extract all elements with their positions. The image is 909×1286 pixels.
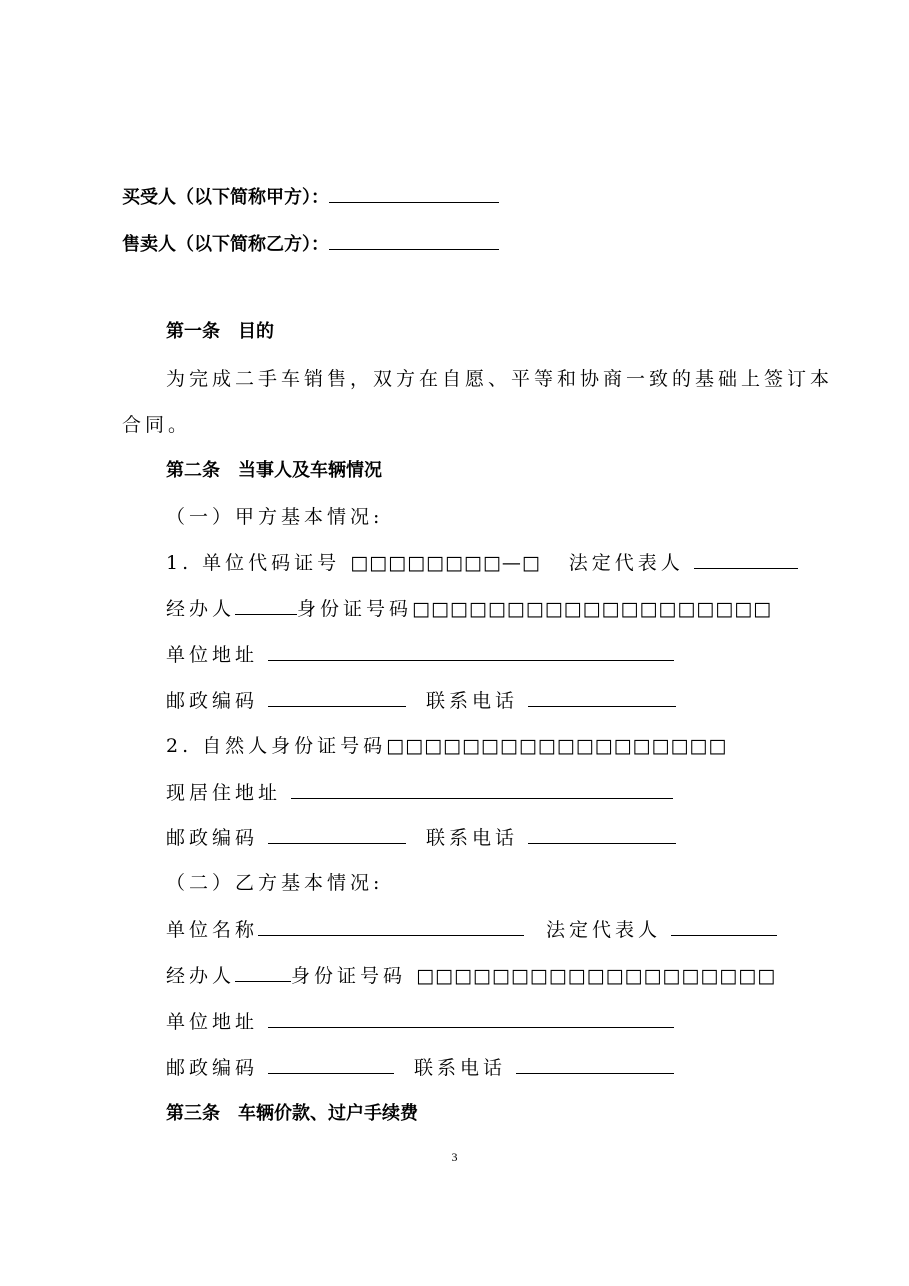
article3-title: 第三条 车辆价款、过户手续费 <box>166 1103 418 1124</box>
id-boxes[interactable]: □□□□□□□□□□□□□□□□□□□ <box>416 965 777 987</box>
postcode-blank[interactable] <box>268 1055 394 1074</box>
party-b-heading: （二）乙方基本情况: <box>166 872 384 894</box>
contact-line-a1 <box>166 688 676 713</box>
natural-id-label: 2. 自然人身份证号码 <box>166 735 387 757</box>
phone-label: 联系电话 <box>426 827 529 849</box>
agent-blank[interactable] <box>235 963 291 982</box>
article1-title: 第一条 目的 <box>166 321 274 342</box>
agent-label: 经办人 <box>166 965 236 987</box>
contact-line-a2 <box>166 825 676 850</box>
postcode-label: 邮政编码 <box>166 690 269 712</box>
address-blank[interactable] <box>268 642 674 661</box>
org-name-blank[interactable] <box>258 917 524 936</box>
org-name-line <box>166 917 777 942</box>
legal-rep-blank[interactable] <box>694 550 798 569</box>
article1-text-line1: 为完成二手车销售，双方在自愿、平等和协商一致的基础上签订本 <box>166 368 834 390</box>
residence-blank[interactable] <box>291 780 673 799</box>
legal-rep-label: 法定代表人 <box>568 552 694 574</box>
buyer-label: 买受人（以下简称甲方）： <box>122 187 329 208</box>
page-number: 3 <box>451 1150 458 1164</box>
buyer-blank[interactable] <box>329 184 499 203</box>
postcode-label: 邮政编码 <box>166 827 269 849</box>
id-label: 身份证号码 <box>291 965 417 987</box>
postcode-label: 邮政编码 <box>166 1057 269 1079</box>
address-line-b <box>166 1009 674 1034</box>
id-label: 身份证号码 <box>297 598 413 620</box>
seller-line <box>122 231 499 257</box>
agent-blank[interactable] <box>235 596 297 615</box>
org-code-boxes[interactable]: □□□□□□□□—□ <box>350 552 541 574</box>
legal-rep-blank[interactable] <box>671 917 777 936</box>
phone-blank[interactable] <box>516 1055 674 1074</box>
phone-label: 联系电话 <box>426 690 529 712</box>
article2-title: 第二条 当事人及车辆情况 <box>166 460 382 481</box>
postcode-blank[interactable] <box>268 688 406 707</box>
org-code-line <box>166 550 798 575</box>
address-line-a <box>166 642 674 667</box>
seller-blank[interactable] <box>329 231 499 250</box>
id-boxes[interactable]: □□□□□□□□□□□□□□□□□□□ <box>412 598 773 620</box>
postcode-blank[interactable] <box>268 825 406 844</box>
natural-id-line <box>166 734 727 758</box>
agent-line-b <box>166 963 776 988</box>
agent-label: 经办人 <box>166 598 236 620</box>
address-blank[interactable] <box>268 1009 674 1028</box>
party-a-heading: （一）甲方基本情况: <box>166 506 384 528</box>
contact-line-b <box>166 1055 674 1080</box>
buyer-line <box>122 184 499 210</box>
seller-label: 售卖人（以下简称乙方）： <box>122 234 329 255</box>
natural-id-boxes[interactable]: □□□□□□□□□□□□□□□□□□ <box>386 735 728 757</box>
org-code-label: 1. 单位代码证号 <box>166 552 351 574</box>
residence-line <box>166 780 673 805</box>
phone-blank[interactable] <box>528 825 676 844</box>
address-label: 单位地址 <box>166 1011 269 1033</box>
phone-label: 联系电话 <box>414 1057 517 1079</box>
phone-blank[interactable] <box>528 688 676 707</box>
org-name-label: 单位名称 <box>166 919 259 941</box>
legal-rep-label: 法定代表人 <box>546 919 672 941</box>
address-label: 单位地址 <box>166 644 269 666</box>
article1-text-line2: 合同。 <box>122 414 192 436</box>
residence-label: 现居住地址 <box>166 782 292 804</box>
agent-line-a <box>166 596 772 621</box>
